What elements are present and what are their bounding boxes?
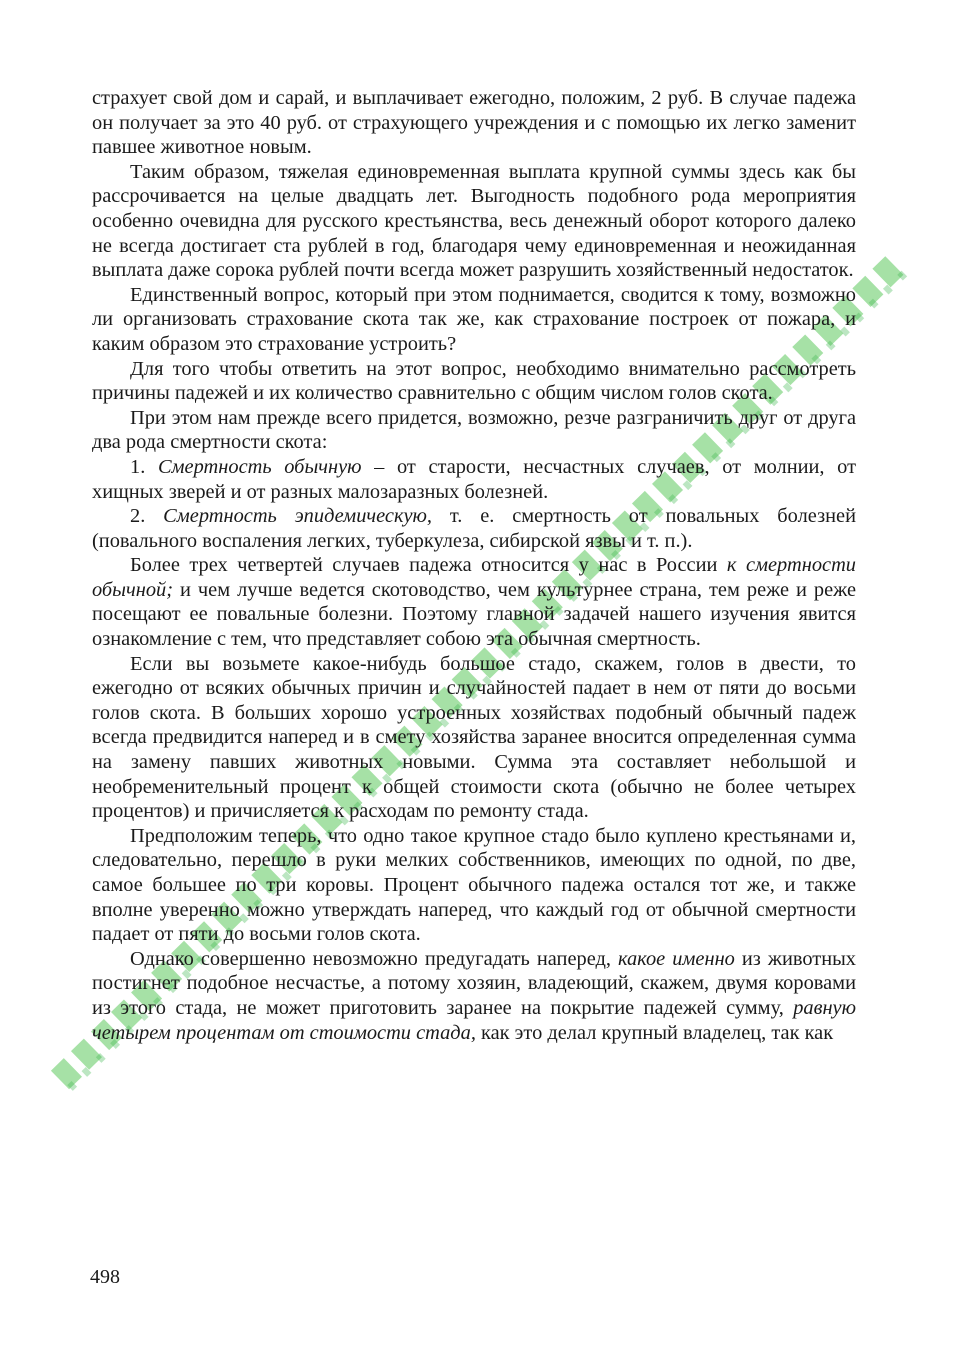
paragraph xyxy=(92,86,856,160)
paragraph xyxy=(92,455,856,504)
italic-text: равную четырем процентам от стоимости стада, xyxy=(92,996,856,1044)
paragraph xyxy=(92,652,856,824)
paragraph-text: т. е. смертность от повальных болезней (повального воспаления легких, туберкулеза, сибирской язвы и т. п.). xyxy=(92,505,856,552)
italic-text: какое именно xyxy=(617,947,735,970)
paragraph-text: как это делал крупный владелец, так как xyxy=(475,1021,834,1044)
paragraph xyxy=(92,824,856,947)
paragraph-text: Таким образом, тяжелая единовременная выплата крупной суммы здесь как бы рассрочивается на целые двадцать лет. Выгодность подобного рода мероприятия особенно очевидна для русского крестьянства, весь денежный оборот которого далеко не всегда достигает ста рублей в год, благодаря чему единовременная и неожиданная выплата даже сорока рублей почти всегда может разрушить хозяйственный недостаток. xyxy=(92,160,856,282)
paragraph-text: 2. xyxy=(130,505,164,528)
paragraph xyxy=(92,406,856,455)
paragraph-text: Предположим теперь, что одно такое крупное стадо было куплено крестьянами и, следовательно, перешло в руки мелких собственников, имеющих по одной, по две, самое большее по три коровы. Процент обычного падежа остался тот же, и также вполне уверенно можно утверждать наперед, что каждый год от обычной смертности падает от пяти до восьми голов скота. xyxy=(92,824,856,946)
paragraph xyxy=(92,160,856,283)
paragraph-text: Единственный вопрос, который при этом поднимается, сводится к тому, возможно ли организовать страхование скота так же, как страхование построек от пожара, и каким образом это страхование устроить? xyxy=(92,283,856,355)
paragraph-text: 1. xyxy=(130,455,158,478)
paragraph xyxy=(92,357,856,406)
paragraph-text: – от старости, несчастных случаев, от молнии, от хищных зверей и от разных малозаразных болезней. xyxy=(92,455,857,503)
italic-text: Смертность эпидемическую, xyxy=(163,505,433,528)
paragraph-text: Однако совершенно невозможно предугадать наперед, xyxy=(130,947,618,970)
paragraph xyxy=(92,947,856,1045)
italic-text: к смертности обычной; xyxy=(92,554,856,601)
paragraph-text: и чем лучше ведется скотоводство, чем культурнее страна, тем реже и реже посещают ее повальные болезни. Поэтому главной задачей нашего изучения явится ознакомление с тем, что представляет собою эта обычная смертность. xyxy=(92,578,856,651)
paragraph-text: Если вы возьмете какое-нибудь большое стадо, скажем, голов в двести, то ежегодно от всяких обычных причин и случайностей падает в нем от пяти до восьми голов скота. В больших хорошо устроенных хозяйствах подобный обычный падеж всегда предвидится наперед и в смету хозяйства заранее вносится определенная сумма на замену павших животных новыми. Сумма эта составляет небольшой и необременительный процент к общей стоимости скота (обычно не более четырех процентов) и причисляется к расходам по ремонту стада. xyxy=(92,652,856,823)
paragraph xyxy=(92,283,856,357)
page-body xyxy=(92,86,856,1045)
italic-text: Смертность обычную xyxy=(157,455,362,478)
paragraph-text: Более трех четвертей случаев падежа относится у нас в России xyxy=(130,554,727,577)
paragraph xyxy=(92,553,856,651)
paragraph-text: страхует свой дом и сарай, и выплачивает ежегодно, положим, 2 руб. В случае падежа он получает за это 40 руб. от страхующего учреждения и с помощью их легко заменит павшее животное новым. xyxy=(92,87,856,159)
paragraph-text: Для того чтобы ответить на этот вопрос, необходимо внимательно рассмотреть причины падежей и их количество сравнительно с общим числом голов скота. xyxy=(92,357,856,405)
page-number: 498 xyxy=(90,1266,120,1288)
paragraph-text: из животных постигнет подобное несчастье, а потому хозяин, владеющий, скажем, двумя коровами из этого стада, не может приготовить заранее на покрытие падежей сумму, xyxy=(92,947,857,1019)
paragraph-text: При этом нам прежде всего придется, возможно, резче разграничить друг от друга два рода смертности скота: xyxy=(92,406,856,454)
paragraph xyxy=(92,504,856,553)
